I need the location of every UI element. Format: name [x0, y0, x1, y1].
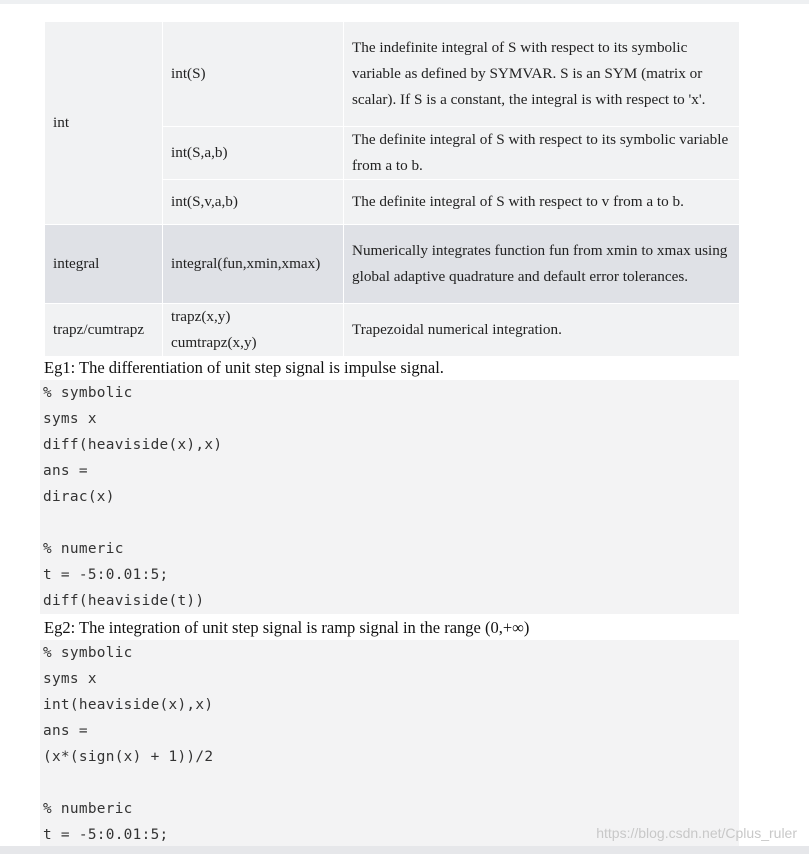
code-line: diff(heaviside(x),x) [43, 437, 223, 453]
code-line: dirac(x) [43, 489, 115, 505]
code-line: % numeric [43, 541, 124, 557]
code-line: % symbolic [43, 645, 133, 661]
code-line: ans = [43, 463, 88, 479]
syntax-cell: integral(fun,xmin,xmax) [163, 225, 344, 304]
description-cell: The definite integral of S with respect to its symbolic variable from a to b. [344, 127, 740, 180]
eg1-caption: Eg1: The differentiation of unit step signal is impulse signal. [44, 358, 444, 377]
function-name-cell: trapz/cumtrapz [45, 304, 163, 357]
code-line: % numberic [43, 801, 133, 817]
syntax-cell [163, 304, 344, 357]
code-line [40, 510, 739, 536]
bottom-toolbar [0, 846, 809, 854]
code-line: % symbolic [43, 385, 133, 401]
code-line: t = -5:0.01:5; [43, 827, 169, 843]
syntax-cell: int(S,a,b) [163, 127, 344, 180]
function-name-cell: int [45, 22, 163, 225]
description-cell: Trapezoidal numerical integration. [344, 304, 740, 357]
table-row [45, 225, 740, 304]
description-cell: Numerically integrates function fun from xmin to xmax using global adaptive quadrature and default error tolerances. [344, 225, 740, 304]
description-cell: The indefinite integral of S with respect to its symbolic variable as defined by SYMVAR. S is an SYM (matrix or scalar). If S is a constant, the integral is with respect to 'x'. [344, 22, 740, 127]
top-border [0, 0, 809, 4]
syntax-line: trapz(x,y) [171, 308, 231, 325]
table-row [45, 22, 740, 127]
syntax-cell: int(S) [163, 22, 344, 127]
watermark: https://blog.csdn.net/Cplus_ruler [596, 825, 797, 841]
code-line: syms x [43, 671, 97, 687]
eg2-code-block [40, 640, 739, 846]
code-line: diff(heaviside(t)) [43, 593, 205, 609]
description-cell: The definite integral of S with respect to v from a to b. [344, 180, 740, 225]
code-line: t = -5:0.01:5; [43, 567, 169, 583]
code-line: int(heaviside(x),x) [43, 697, 214, 713]
code-line: syms x [43, 411, 97, 427]
syntax-line: cumtrapz(x,y) [171, 334, 257, 351]
eg2-caption: Eg2: The integration of unit step signal is ramp signal in the range (0,+∞) [44, 618, 530, 637]
function-name-cell: integral [45, 225, 163, 304]
code-line [40, 770, 739, 796]
code-line: ans = [43, 723, 88, 739]
eg1-code-block [40, 380, 739, 614]
table-row [45, 304, 740, 357]
code-line: (x*(sign(x) + 1))/2 [43, 749, 214, 765]
integration-functions-table [44, 21, 740, 357]
syntax-cell: int(S,v,a,b) [163, 180, 344, 225]
